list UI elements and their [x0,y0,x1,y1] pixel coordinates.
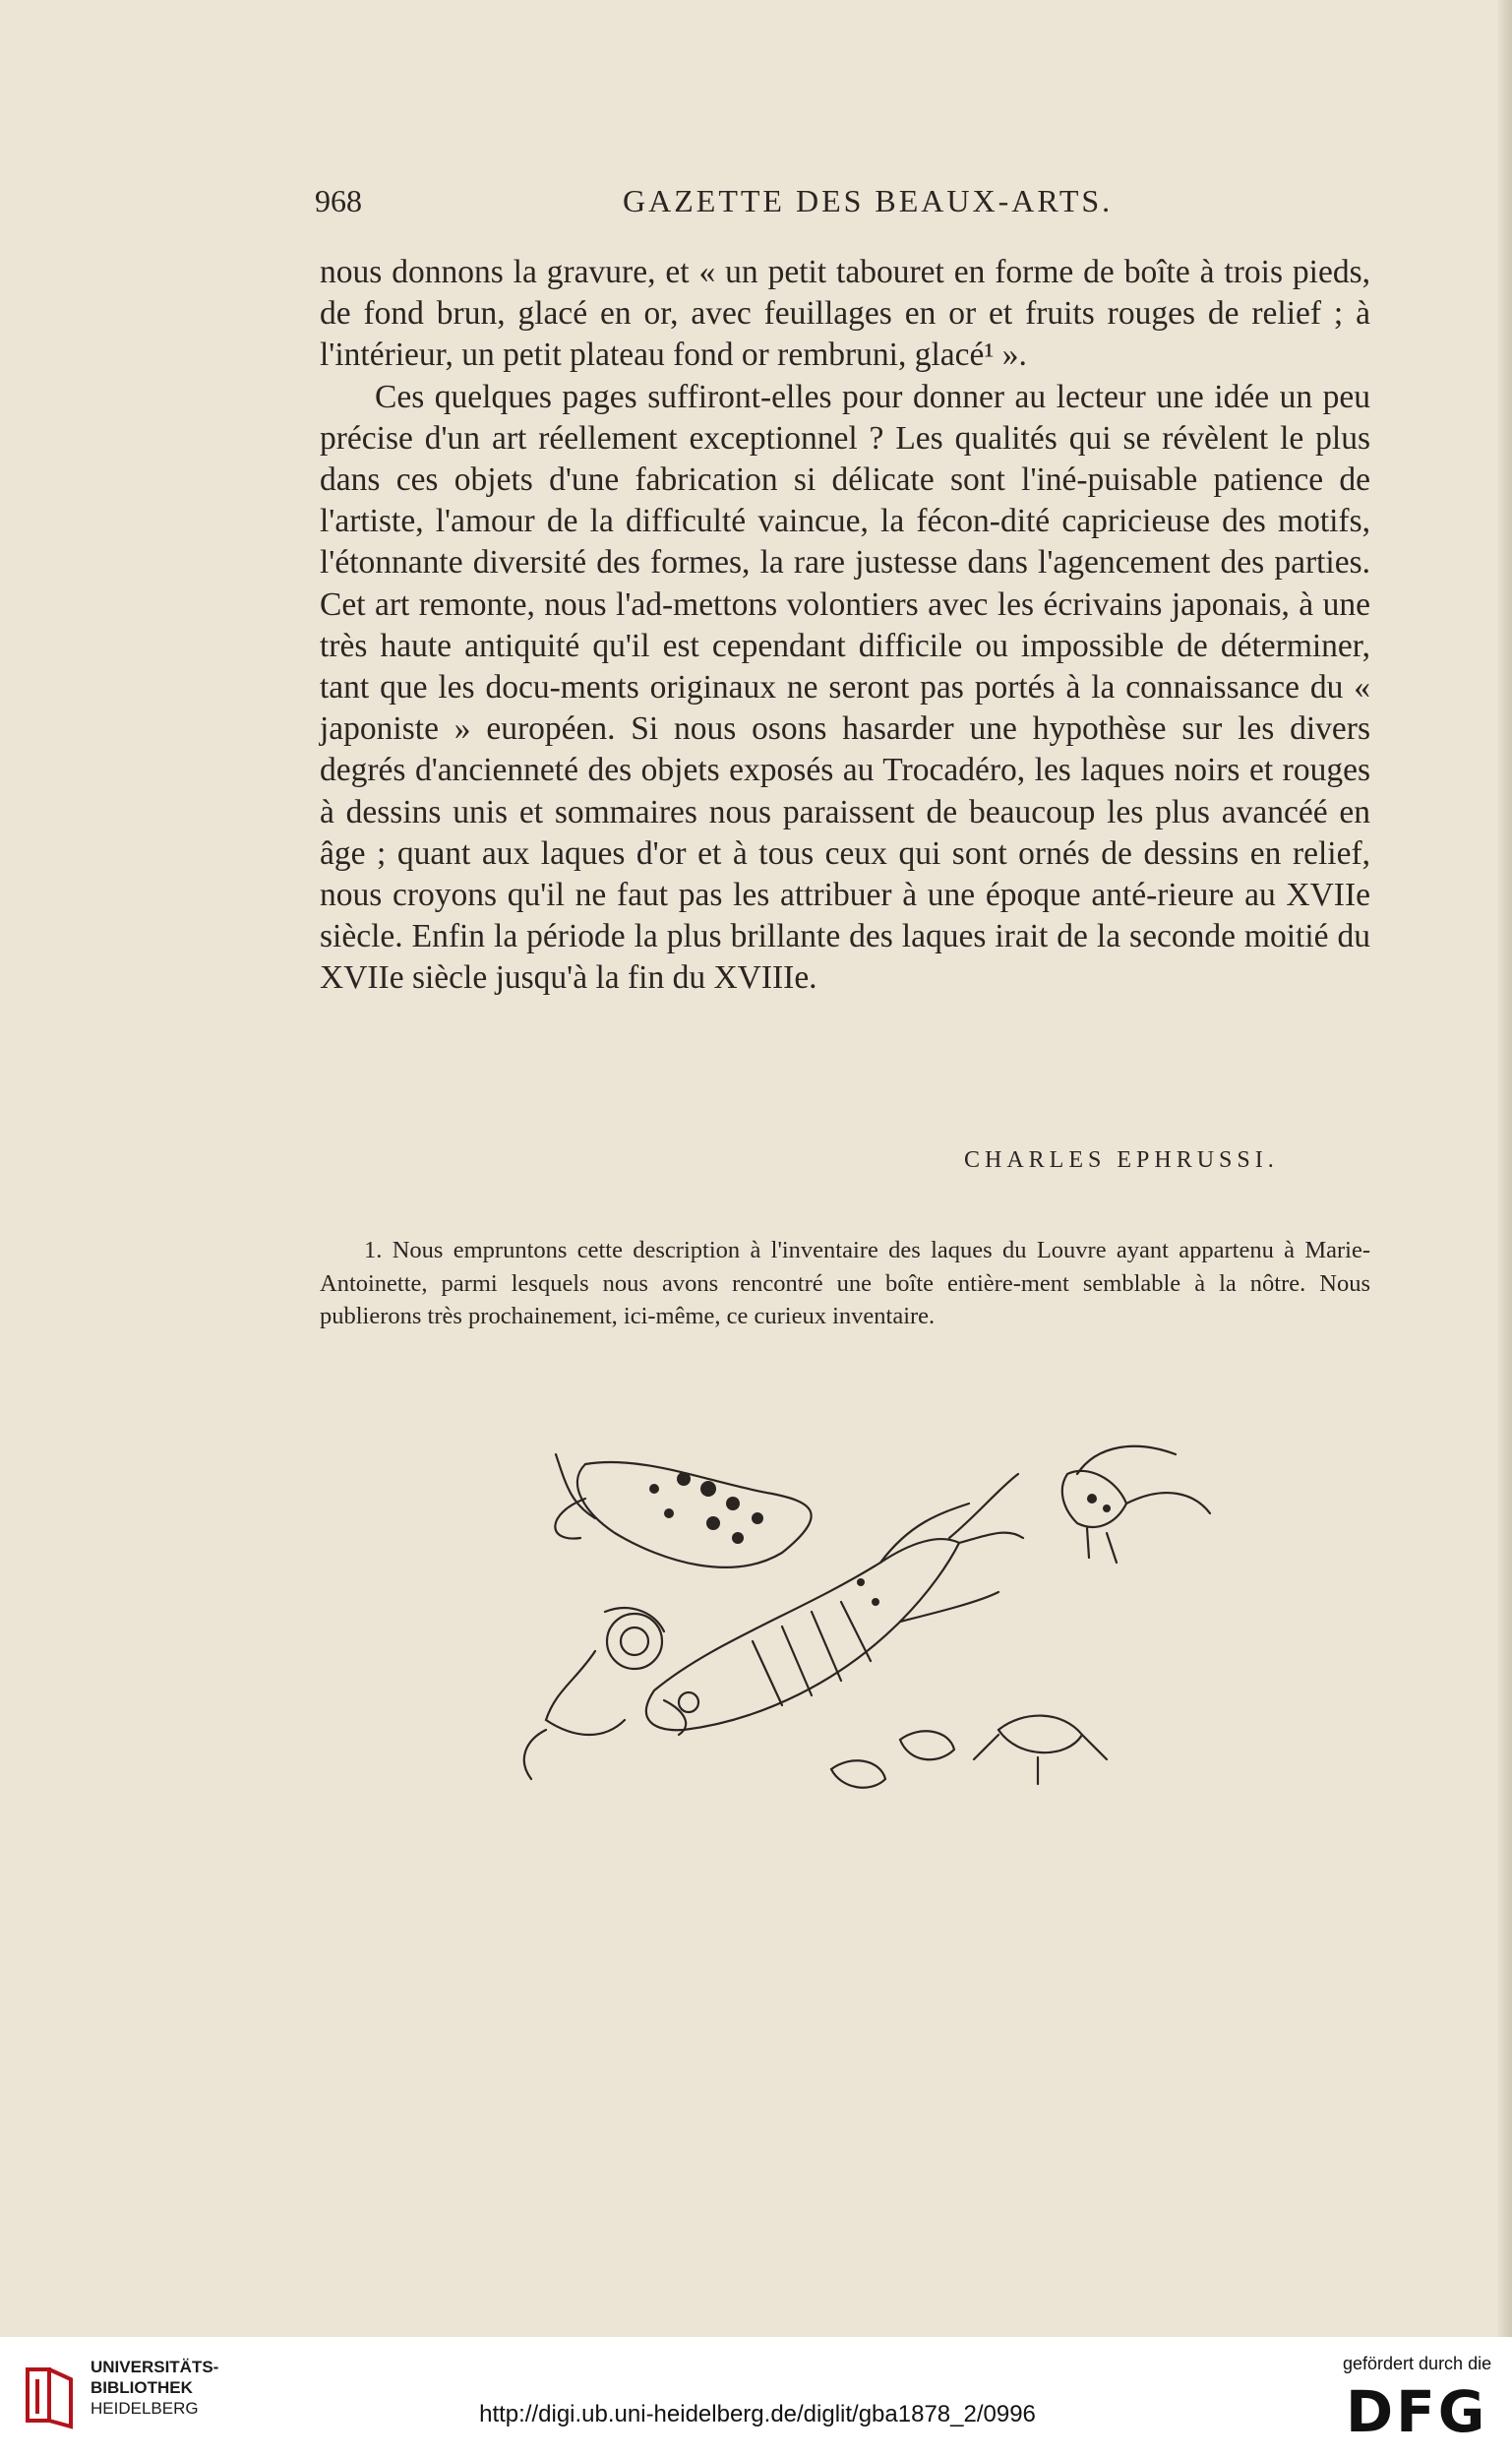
library-name [91,2357,218,2419]
body-paragraph: Ces quelques pages suffiront-elles pour donner au lecteur une idée un peu précise d'un art réellement exceptionnel ? Les qualités qui se révèlent le plus dans ces objets d'une fabrication si délicate sont l'iné-puisable patience de l'artiste, l'amour de la difficulté vaincue, la fécon-dité capricieuse des motifs, l'étonnante diversité des formes, la rare justesse dans l'agencement des parties. Cet art remonte, nous l'ad-mettons volontiers avec les écrivains japonais, à une très haute antiquité qu'il est cependant difficile ou impossible de déterminer, tant que les docu-ments originaux ne seront pas portés à la connaissance du « japoniste » européen. Si nous osons hasarder une hypothèse sur les divers degrés d'ancienneté des objets exposés au Trocadéro, les laques noirs et rouges à dessins unis et sommaires nous paraissent de beaucoup les plus avancéé en âge ; quant aux laques d'or et à tous ceux qui sont ornés de dessins en relief, nous croyons qu'il ne faut pas les attribuer à une époque anté-rieure au XVIIe siècle. Enfin la période la plus brillante des laques irait de la seconde moitié du XVIIe siècle jusqu'à la fin du XVIIIe. [320,378,1370,997]
library-name-line: HEIDELBERG [91,2399,199,2418]
library-name-line: UNIVERSITÄTS- [91,2358,219,2376]
author-signature: CHARLES EPHRUSSI. [964,1147,1279,1173]
funded-by-text: gefördert durch die [1343,2354,1492,2373]
footer-bar [0,2337,1512,2457]
dfg-logo: DFG [1346,2378,1488,2445]
article-body [320,252,1370,1000]
page-number: 968 [315,183,362,218]
footnote [320,1234,1370,1333]
fish-and-crustaceans-illustration [487,1444,1215,1956]
running-title: GAZETTE DES BEAUX-ARTS. [623,183,1114,218]
page-edge-shadow [1498,0,1512,2337]
footnote-text: 1. Nous empruntons cette description à l'inventaire des laques du Louvre ayant appartenu à Marie-Antoinette, parmi lesquels nous avons rencontré une boîte entière-ment semblable à la nôtre. Nous publierons très prochainement, ici-même, ce curieux inventaire. [320,1237,1370,1329]
source-url-link[interactable]: http://digi.ub.uni-heidelberg.de/diglit/gba1878_2/0996 [479,2401,1036,2427]
library-logo-icon [20,2360,79,2430]
body-paragraph: nous donnons la gravure, et « un petit tabouret en forme de boîte à trois pieds, de fond brun, glacé en or, avec feuillages en or et fruits rouges de relief ; à l'intérieur, un petit plateau fond or rembruni, glacé¹ ». [320,254,1370,374]
library-name-line: BIBLIOTHEK [91,2378,193,2397]
